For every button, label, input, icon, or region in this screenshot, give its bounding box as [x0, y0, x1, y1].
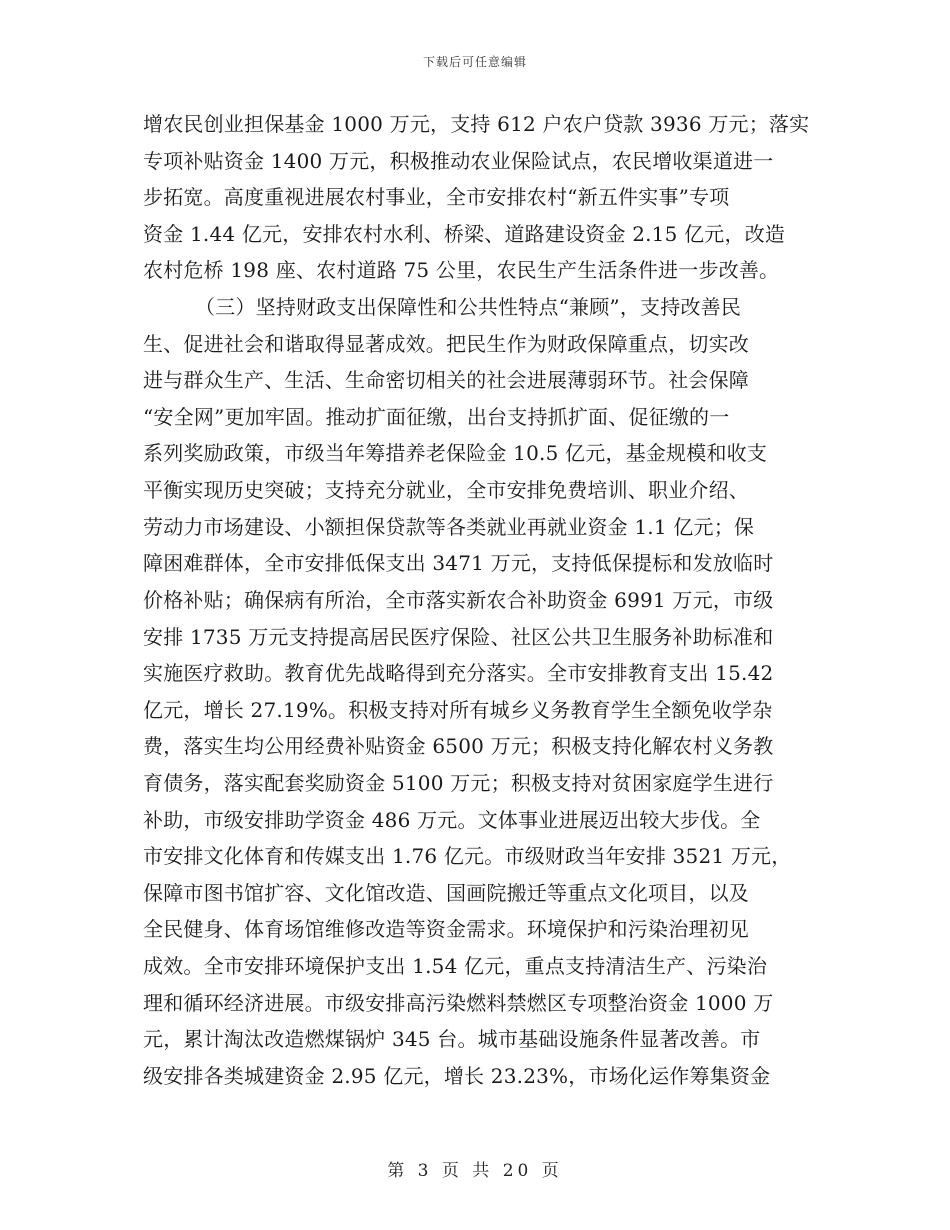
text-line: 步拓宽。高度重视进展农村事业，全市安排农村“新五件实事”专项 — [143, 185, 730, 210]
text-line: 费，落实生均公用经费补贴资金 6500 万元；积极支持化解农村义务教 — [143, 734, 774, 759]
text-line: 元，累计淘汰改造燃煤锅炉 345 台。城市基础设施条件显著改善。市 — [143, 1027, 761, 1052]
text-line: 理和循环经济进展。市级安排高污染燃料禁燃区专项整治资金 1000 万 — [143, 990, 774, 1015]
total-page-count: 20 — [502, 1161, 533, 1181]
text-line: 资金 1.44 亿元，安排农村水利、桥梁、道路建设资金 2.15 亿元，改造 — [143, 221, 786, 246]
text-line: 生、促进社会和谐取得显著成效。把民生作为财政保障重点，切实改 — [143, 331, 749, 356]
current-page-number: 3 — [417, 1161, 433, 1181]
text-line: 系列奖励政策，市级当年筹措养老保险金 10.5 亿元，基金规模和收支 — [143, 441, 768, 466]
text-line: 亿元，增长 27.19%。积极支持对所有城乡义务教育学生全额免收学杂 — [143, 697, 773, 722]
text-line: 市安排文化体育和传媒支出 1.76 亿元。市级财政当年安排 3521 万元， — [143, 844, 792, 869]
text-line: 价格补贴；确保病有所治，全市落实新农合补助资金 6991 万元，市级 — [143, 587, 774, 612]
footer-suffix: 页 — [541, 1161, 563, 1181]
text-line: 进与群众生产、生活、生命密切相关的社会进展薄弱环节。社会保障 — [143, 368, 749, 393]
text-line: 实施医疗救助。教育优先战略得到充分落实。全市安排教育支出 15.42 — [143, 661, 774, 686]
text-line: 农村危桥 198 座、农村道路 75 公里，农民生产生活条件进一步改善。 — [143, 258, 780, 283]
text-line: 级安排各类城建资金 2.95 亿元，增长 23.23%，市场化运作筹集资金 — [143, 1063, 771, 1088]
text-line: 专项补贴资金 1400 万元，积极推动农业保险试点，农民增收渠道进一 — [143, 148, 774, 173]
document-body — [143, 106, 811, 1094]
footer-middle: 页 共 — [441, 1161, 494, 1181]
text-line: 保障市图书馆扩容、文化馆改造、国画院搬迁等重点文化项目，以及 — [143, 880, 749, 905]
text-line: 增农民创业担保基金 1000 万元，支持 612 户农户贷款 3936 万元；落实 — [143, 112, 810, 136]
text-line: 育债务，落实配套奖励资金 5100 万元；积极支持对贫困家庭学生进行 — [143, 770, 774, 795]
text-line: 补助，市级安排助学资金 486 万元。文体事业进展迈出较大步伐。全 — [143, 807, 761, 832]
text-line: 成效。全市安排环境保护支出 1.54 亿元，重点支持清洁生产、污染治 — [143, 954, 768, 979]
text-line: 安排 1735 万元支持提高居民医疗保险、社区公共卫生服务补助标准和 — [143, 624, 774, 649]
page-header: 下载后可任意编辑 — [422, 55, 527, 69]
text-line: 平衡实现历史突破；支持充分就业，全市安排免费培训、职业介绍、 — [143, 478, 749, 503]
text-line: “安全网”更加牢固。推动扩面征缴，出台支持抓扩面、促征缴的一 — [143, 404, 730, 429]
paragraph-start-line: （三）坚持财政支出保障性和公共性特点“兼顾”，支持改善民 — [195, 295, 742, 320]
page-footer — [0, 1156, 950, 1181]
text-line: 障困难群体，全市安排低保支出 3471 万元，支持低保提标和发放临时 — [143, 551, 774, 576]
text-line: 劳动力市场建设、小额担保贷款等各类就业再就业资金 1.1 亿元；保 — [143, 514, 755, 539]
text-line: 全民健身、体育场馆维修改造等资金需求。环境保护和污染治理初见 — [143, 917, 749, 942]
footer-prefix: 第 — [387, 1161, 409, 1181]
